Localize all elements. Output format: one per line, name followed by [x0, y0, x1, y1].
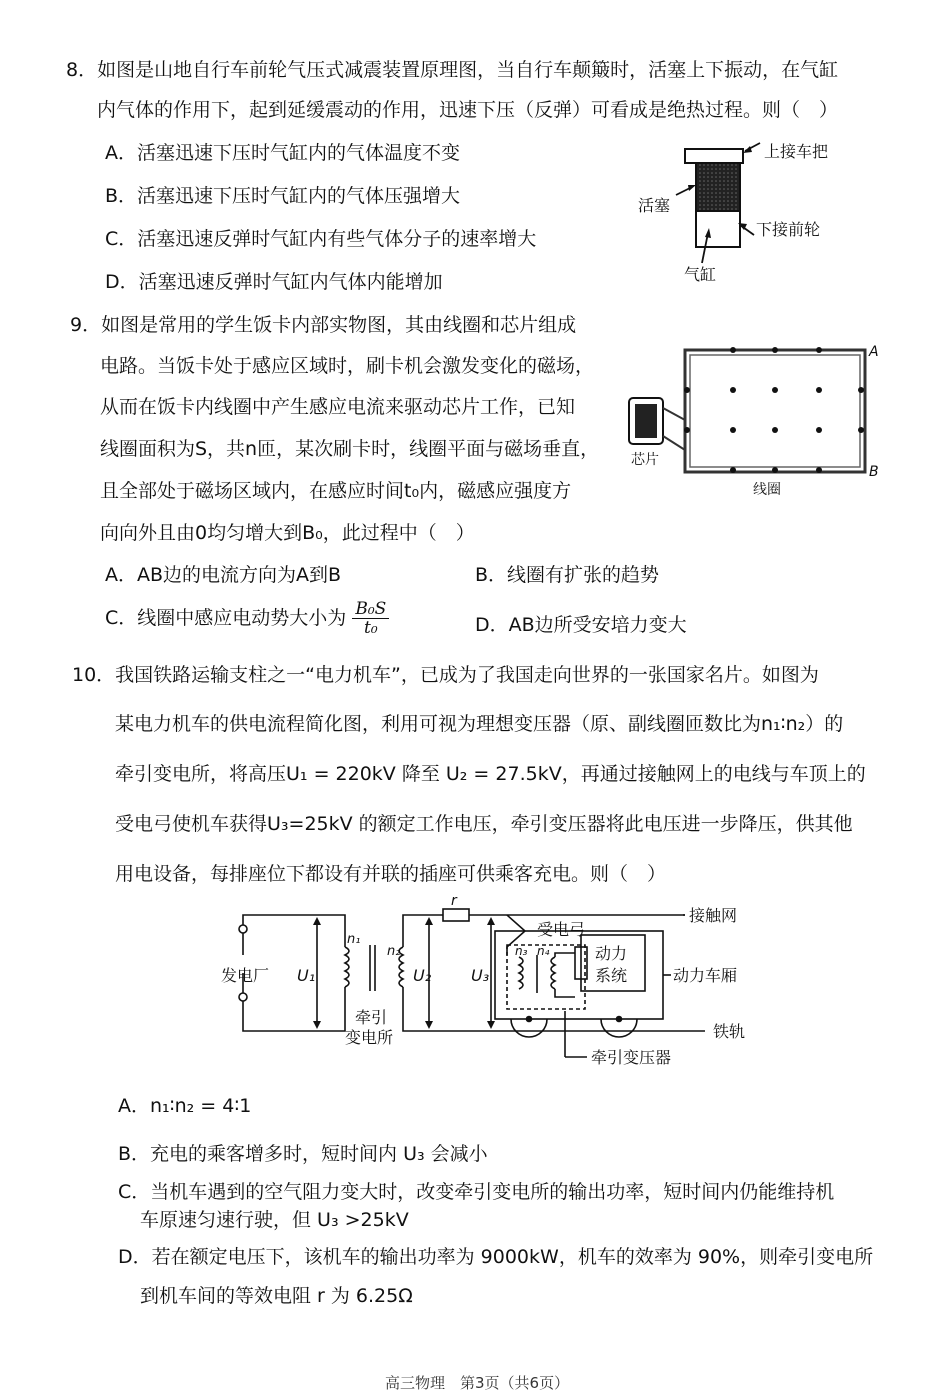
q9-option-a: A．AB边的电流方向为A到B [105, 564, 342, 586]
q9-option-b: B．线圈有扩张的趋势 [475, 564, 660, 586]
label-B: B [869, 464, 879, 480]
label-n3: n₃ [515, 944, 528, 958]
q10-option-d-line2: 到机车间的等效电阻 r 为 6.25Ω [140, 1285, 413, 1307]
q10-stem-line5: 用电设备，每排座位下都设有并联的插座可供乘客充电。则（ ） [115, 863, 667, 885]
label-rail: 铁轨 [713, 1022, 746, 1041]
label-cylinder: 气缸 [684, 265, 717, 284]
label-U2: U₂ [413, 966, 432, 985]
label-catenary: 接触网 [689, 906, 738, 925]
q8-option-c: C．活塞迅速反弹时气缸内有些气体分子的速率增大 [105, 228, 537, 250]
coil-inner [690, 355, 860, 467]
q8-option-d: D．活塞迅速反弹时气缸内气体内能增加 [105, 271, 443, 293]
label-substation-2: 变电所 [345, 1028, 394, 1047]
label-U1: U₁ [297, 966, 316, 985]
q9-stem-line6: 向向外且由0均匀增大到B₀，此过程中（ ） [100, 522, 475, 544]
q9-option-c-text: C．线圈中感应电动势大小为 [105, 607, 347, 629]
label-r: r [451, 895, 457, 909]
label-chip: 芯片 [631, 452, 659, 468]
fraction-numerator: B₀S [352, 600, 389, 619]
q10-circuit-figure [215, 895, 775, 1075]
label-substation-1: 牵引 [355, 1008, 388, 1027]
q9-stem-line2: 电路。当饭卡处于感应区域时，刷卡机会激发变化的磁场， [100, 355, 595, 377]
q9-option-d: D．AB边所受安培力变大 [475, 614, 687, 636]
q9-stem-line1: 9．如图是常用的学生饭卡内部实物图，其由线圈和芯片组成 [70, 314, 577, 336]
label-piston: 活塞 [638, 196, 671, 215]
label-pantograph: 受电弓 [537, 920, 586, 939]
label-n1: n₁ [347, 932, 361, 947]
q9-stem-line4: 线圈面积为S，共n匝，某次刷卡时，线圈平面与磁场垂直， [100, 438, 600, 460]
q10-stem-line1: 10．我国铁路运输支柱之一“电力机车”，已成为了我国走向世界的一张国家名片。如图为 [72, 664, 819, 686]
label-traction-transformer: 牵引变压器 [591, 1048, 672, 1067]
page-footer: 高三物理 第3页（共6页） [385, 1374, 570, 1392]
label-n4: n₄ [537, 944, 550, 958]
label-U3: U₃ [471, 966, 490, 985]
q9-option-c [105, 600, 389, 637]
magnetic-field-dots [684, 347, 864, 473]
q10-option-b: B．充电的乘客增多时，短时间内 U₃ 会减小 [118, 1143, 488, 1165]
piston-cap [685, 149, 743, 163]
q10-option-c-line1: C．当机车遇到的空气阻力变大时，改变牵引变电所的输出功率，短时间内仍能维持机 [118, 1181, 835, 1203]
q8-shock-absorber-figure [630, 135, 860, 285]
piston-shaded [697, 164, 739, 210]
coil-outer [685, 350, 865, 472]
fraction-denominator: t₀ [363, 618, 378, 638]
q9-stem-line3: 从而在饭卡内线圈中产生感应电流来驱动芯片工作，已知 [100, 396, 576, 418]
q9-stem-line5: 且全部处于磁场区域内，在感应时间t₀内，磁感应强度方 [100, 480, 572, 502]
label-power-car: 动力车厢 [673, 966, 738, 985]
q8-option-b: B．活塞迅速下压时气缸内的气体压强增大 [105, 185, 461, 207]
q10-option-a: A．n₁∶n₂ = 4∶1 [118, 1095, 252, 1117]
q10-stem-line2: 某电力机车的供电流程简化图，利用可视为理想变压器（原、副线圈匝数比为n₁∶n₂）的 [115, 713, 844, 735]
q8-stem-line1: 8．如图是山地自行车前轮气压式减震装置原理图，当自行车颠簸时，活塞上下振动，在气缸 [66, 59, 839, 81]
label-power-system-1: 动力 [595, 944, 628, 963]
q10-option-c-line2: 车原速匀速行驶，但 U₃ >25kV [140, 1209, 409, 1231]
label-coil: 线圈 [753, 482, 781, 498]
q10-stem-line4: 受电弓使机车获得U₃=25kV 的额定工作电压，牵引变压器将此电压进一步降压，供其他 [115, 813, 853, 835]
q9-card-figure [625, 340, 885, 500]
label-power-system-2: 系统 [595, 966, 628, 985]
q10-option-d-line1: D．若在额定电压下，该机车的输出功率为 9000kW，机车的效率为 90%，则牵引变电所 [118, 1246, 874, 1268]
q9-option-c-fraction [352, 600, 389, 637]
label-n2: n₂ [387, 944, 401, 959]
label-A: A [869, 344, 879, 360]
q8-stem-line2: 内气体的作用下，起到延缓震动的作用，迅速下压（反弹）可看成是绝热过程。则（ ） [97, 99, 839, 121]
q10-stem-line3: 牵引变电所，将高压U₁ = 220kV 降至 U₂ = 27.5kV，再通过接触网上的电线与车顶上的 [115, 763, 866, 785]
label-top: 上接车把 [764, 142, 829, 161]
label-power-plant: 发电厂 [221, 966, 270, 985]
q8-option-a: A．活塞迅速下压时气缸内的气体温度不变 [105, 142, 460, 164]
label-bottom: 下接前轮 [756, 220, 821, 239]
